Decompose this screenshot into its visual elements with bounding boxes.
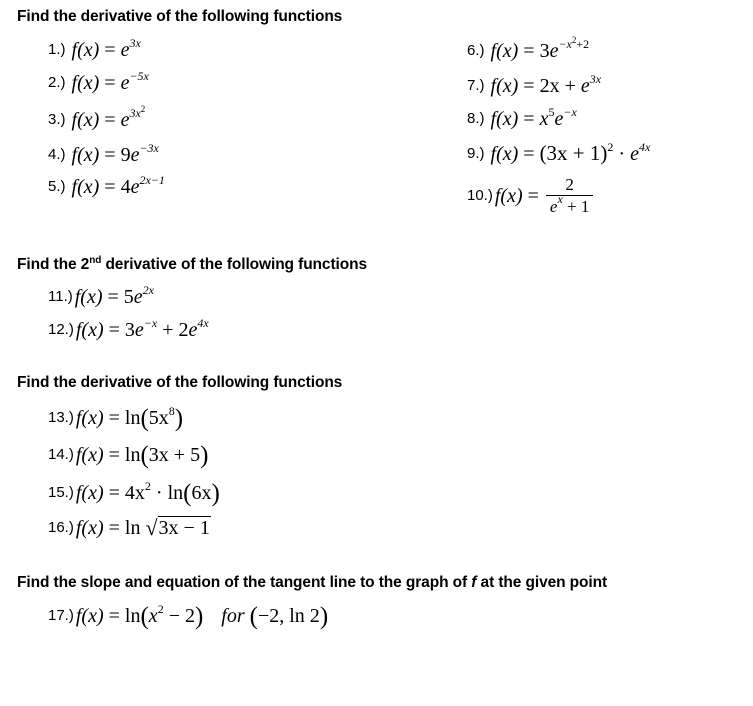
problem-9 bbox=[467, 140, 651, 165]
exponent-tail: +2 bbox=[576, 37, 590, 51]
heading-text: at the given point bbox=[476, 574, 608, 591]
denominator-tail: + 1 bbox=[562, 197, 590, 216]
argument: 6x bbox=[191, 482, 212, 504]
exponent: 2 bbox=[157, 602, 164, 616]
problem-1 bbox=[48, 36, 141, 61]
problem-13 bbox=[48, 406, 183, 431]
base: e bbox=[120, 109, 130, 131]
exponent: −x bbox=[143, 316, 158, 330]
paren-close: ) bbox=[200, 442, 209, 469]
coefficient: 3 bbox=[124, 319, 135, 341]
problem-8 bbox=[467, 105, 577, 130]
base: x bbox=[148, 605, 158, 627]
equals: = bbox=[518, 143, 540, 165]
paren-close: ) bbox=[319, 603, 329, 630]
coefficient: 4x bbox=[124, 482, 145, 504]
problem-number: 16.) bbox=[48, 519, 74, 536]
problem-number: 15.) bbox=[48, 484, 74, 501]
paren-open: ( bbox=[183, 480, 192, 507]
problem-6 bbox=[467, 35, 590, 62]
function-lhs: f(x) bbox=[74, 286, 103, 308]
log-function: ln bbox=[167, 482, 184, 504]
section-heading-second-derivative bbox=[17, 256, 367, 274]
exponent: 8 bbox=[168, 404, 175, 418]
plus: + bbox=[157, 319, 179, 341]
section-heading-derivative: Find the derivative of the following functions bbox=[17, 8, 343, 25]
problem-number: 11.) bbox=[48, 288, 73, 305]
function-lhs: f(x) bbox=[75, 319, 104, 341]
radicand: 3x − 1 bbox=[158, 517, 210, 539]
paren-open: ( bbox=[140, 603, 149, 630]
exponent: −x bbox=[558, 37, 572, 51]
coefficient: 4 bbox=[120, 176, 131, 198]
equals: = bbox=[518, 40, 540, 62]
problem-7 bbox=[467, 72, 602, 97]
exponent-power: 2 bbox=[140, 104, 146, 114]
base: e bbox=[133, 286, 143, 308]
heading-function-name: f bbox=[471, 574, 477, 591]
heading-text: Find the 2 bbox=[17, 256, 90, 273]
coefficient: 2 bbox=[178, 319, 189, 341]
exponent: 2x−1 bbox=[139, 173, 165, 187]
exponent: 4x bbox=[638, 140, 651, 154]
radical-sign: √ bbox=[145, 515, 158, 540]
equals: = bbox=[99, 39, 121, 61]
problem-15 bbox=[48, 481, 220, 506]
section-heading-derivative-log: Find the derivative of the following functions bbox=[17, 374, 343, 391]
section-heading-tangent-line bbox=[17, 574, 607, 592]
function-lhs: f(x) bbox=[75, 482, 104, 504]
coefficient: 3 bbox=[539, 40, 550, 62]
problem-number: 4.) bbox=[48, 146, 66, 163]
base: e bbox=[630, 143, 639, 165]
denominator bbox=[546, 192, 593, 216]
problem-number: 6.) bbox=[467, 42, 485, 59]
for-label: for bbox=[221, 605, 245, 627]
problem-number: 5.) bbox=[48, 178, 66, 195]
base: e bbox=[130, 176, 140, 198]
argument: 3x + 5 bbox=[148, 444, 201, 466]
function-lhs: f(x) bbox=[490, 143, 519, 165]
exponent: −x bbox=[563, 105, 577, 119]
paren-close: ) bbox=[194, 603, 204, 630]
problem-2 bbox=[48, 69, 149, 94]
log-function: ln bbox=[124, 517, 146, 539]
function-lhs: f(x) bbox=[494, 185, 523, 208]
equals: = bbox=[522, 185, 544, 208]
problem-number: 17.) bbox=[48, 607, 74, 624]
base: e bbox=[188, 319, 198, 341]
equals: = bbox=[103, 319, 125, 341]
ordinal-suffix: nd bbox=[89, 255, 102, 266]
problem-14 bbox=[48, 443, 208, 468]
base: e bbox=[120, 72, 130, 94]
argument-tail: − 2 bbox=[163, 605, 195, 627]
problem-number: 1.) bbox=[48, 41, 66, 58]
coefficient: 5 bbox=[123, 286, 134, 308]
equals: = bbox=[103, 407, 125, 429]
equals: = bbox=[518, 75, 540, 97]
paren-open: ( bbox=[249, 603, 258, 630]
paren-open: ( bbox=[140, 405, 149, 432]
function-lhs: f(x) bbox=[75, 407, 104, 429]
exponent: x bbox=[557, 192, 563, 206]
coefficient: 9 bbox=[120, 144, 131, 166]
problem-4 bbox=[48, 141, 159, 166]
problem-number: 2.) bbox=[48, 74, 66, 91]
equals: = bbox=[103, 517, 125, 539]
function-lhs: f(x) bbox=[75, 517, 104, 539]
exponent: 2 bbox=[607, 140, 614, 154]
problem-number: 9.) bbox=[467, 145, 485, 162]
dot-operator: · bbox=[150, 482, 168, 504]
problem-5 bbox=[48, 173, 165, 198]
equals: = bbox=[103, 482, 125, 504]
exponent-power: 2 bbox=[571, 35, 577, 45]
paren-close: ) bbox=[211, 480, 220, 507]
problem-number: 3.) bbox=[48, 111, 66, 128]
problem-12 bbox=[48, 316, 209, 341]
exponent: 2 bbox=[144, 479, 151, 493]
exponent: 3x bbox=[129, 106, 141, 120]
function-lhs: f(x) bbox=[71, 39, 100, 61]
equals: = bbox=[103, 444, 125, 466]
problem-10 bbox=[467, 175, 593, 217]
function-lhs: f(x) bbox=[71, 72, 100, 94]
numerator: 2 bbox=[565, 175, 574, 194]
exponent: −5x bbox=[129, 69, 149, 83]
function-lhs: f(x) bbox=[75, 605, 104, 627]
problem-number: 8.) bbox=[467, 110, 485, 127]
heading-text: derivative of the following functions bbox=[101, 256, 367, 273]
exponent: 2x bbox=[142, 283, 154, 297]
equals: = bbox=[99, 109, 121, 131]
problem-11 bbox=[48, 283, 154, 308]
base: e bbox=[134, 319, 144, 341]
problem-16 bbox=[48, 517, 211, 539]
function-lhs: f(x) bbox=[490, 40, 519, 62]
base: x bbox=[539, 108, 549, 130]
function-lhs: f(x) bbox=[71, 109, 100, 131]
exponent: 4x bbox=[197, 316, 209, 330]
exponent: −3x bbox=[139, 141, 159, 155]
exponent: 5 bbox=[548, 105, 555, 119]
paren-open: ( bbox=[140, 442, 149, 469]
log-function: ln bbox=[124, 605, 141, 627]
function-lhs: f(x) bbox=[490, 75, 519, 97]
base: e bbox=[549, 197, 558, 216]
paren-close: ) bbox=[174, 405, 184, 432]
problem-number: 14.) bbox=[48, 446, 74, 463]
problem-number: 12.) bbox=[48, 321, 74, 338]
function-lhs: f(x) bbox=[71, 176, 100, 198]
function-lhs: f(x) bbox=[75, 444, 104, 466]
exponent: 3x bbox=[129, 36, 141, 50]
problem-17 bbox=[48, 604, 328, 629]
base: e bbox=[554, 108, 564, 130]
base: e bbox=[130, 144, 140, 166]
term: 2x + bbox=[539, 75, 581, 97]
base: e bbox=[580, 75, 590, 97]
exponent: 3x bbox=[589, 72, 602, 86]
equals: = bbox=[99, 176, 121, 198]
equals: = bbox=[99, 144, 121, 166]
log-function: ln bbox=[124, 407, 141, 429]
equals: = bbox=[102, 286, 124, 308]
equals: = bbox=[103, 605, 125, 627]
square-root bbox=[145, 517, 210, 539]
dot-operator: · bbox=[613, 143, 631, 165]
heading-text: Find the slope and equation of the tangent line to the graph of bbox=[17, 574, 472, 591]
argument: 5x bbox=[148, 407, 169, 429]
base: e bbox=[120, 39, 130, 61]
problem-3 bbox=[48, 104, 146, 131]
given-point: −2, ln 2 bbox=[257, 605, 320, 627]
equals: = bbox=[99, 72, 121, 94]
base: e bbox=[549, 40, 559, 62]
function-lhs: f(x) bbox=[71, 144, 100, 166]
problem-number: 7.) bbox=[467, 77, 485, 94]
problem-number: 10.) bbox=[467, 187, 493, 205]
function-lhs: f(x) bbox=[490, 108, 519, 130]
fraction bbox=[546, 176, 593, 215]
problem-number: 13.) bbox=[48, 409, 74, 426]
equals: = bbox=[518, 108, 540, 130]
parenthesized-term: (3x + 1) bbox=[539, 141, 608, 165]
log-function: ln bbox=[124, 444, 141, 466]
